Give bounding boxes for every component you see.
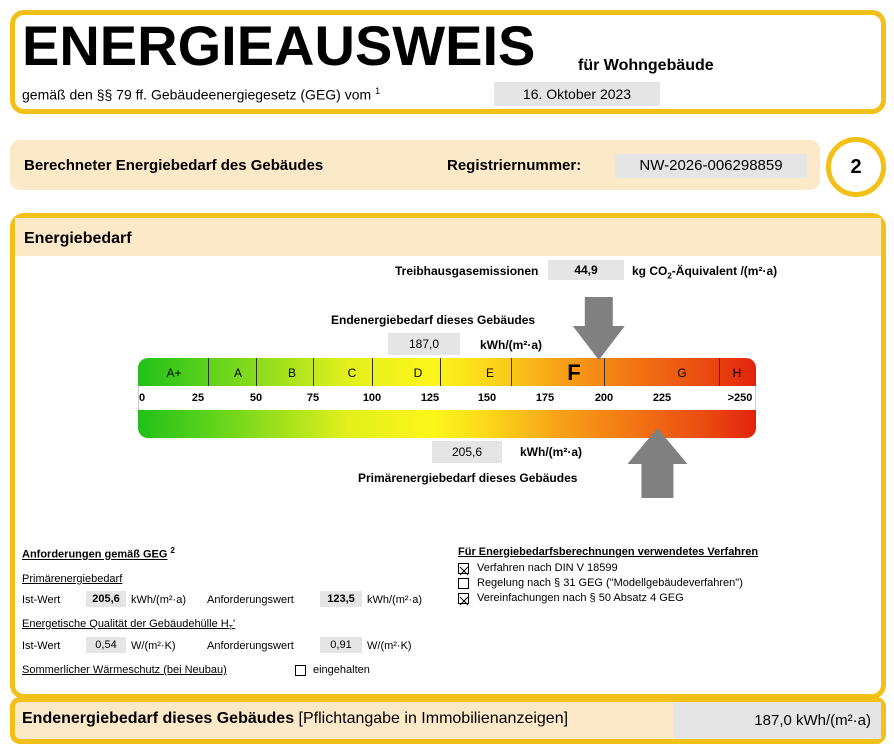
method-option-label: Vereinfachungen nach § 50 Absatz 4 GEG xyxy=(477,592,684,604)
envelope-ist-label: Ist-Wert xyxy=(22,640,61,652)
efficiency-class-a: A xyxy=(233,366,242,380)
document-subtitle: für Wohngebäude xyxy=(578,57,714,74)
efficiency-class-e: E xyxy=(485,366,494,380)
ghg-label: Treibhausgasemissionen xyxy=(395,264,539,278)
issue-date-field: 16. Oktober 2023 xyxy=(494,82,660,106)
primary-req-unit: kWh/(m²·a) xyxy=(367,594,422,606)
envelope-heading xyxy=(22,618,235,632)
envelope-req-value-field: 0,91 xyxy=(320,637,362,653)
scale-tick-label: 200 xyxy=(594,392,614,404)
energy-demand-title: Energiebedarf xyxy=(24,230,132,247)
scale-tick-label: 25 xyxy=(191,392,205,404)
primary-ist-value-field: 205,6 xyxy=(86,591,126,607)
efficiency-class-h: H xyxy=(732,366,742,380)
final-energy-value-field: 187,0 xyxy=(388,333,460,355)
summer-checkbox-label: eingehalten xyxy=(313,664,370,676)
class-divider xyxy=(604,358,605,386)
envelope-req-label: Anforderungswert xyxy=(207,640,294,652)
footer-label-note: [Pflichtangabe in Immobilienanzeigen] xyxy=(298,710,569,727)
law-footnote: 1 xyxy=(375,86,381,96)
ghg-unit-sub: 2 xyxy=(667,271,672,281)
envelope-req-unit: W/(m²·K) xyxy=(367,640,412,652)
registration-label: Registriernummer: xyxy=(447,157,582,174)
requirements-title-text: Anforderungen gemäß GEG xyxy=(22,548,168,561)
scale-tick-label: 125 xyxy=(420,392,440,404)
class-divider xyxy=(208,358,209,386)
method-option-label: Verfahren nach DIN V 18599 xyxy=(477,562,618,574)
energy-demand-header xyxy=(15,218,881,256)
efficiency-class-c: C xyxy=(347,366,357,380)
class-divider xyxy=(372,358,373,386)
summer-checkbox[interactable] xyxy=(295,665,306,676)
final-energy-unit: kWh/(m²·a) xyxy=(480,338,542,352)
method-title: Für Energiebedarfsberechnungen verwendetes Verfahren xyxy=(458,546,759,558)
law-text: gemäß den §§ 79 ff. Gebäudeenergiegesetz (GEG) vom xyxy=(22,86,372,103)
envelope-ist-value-field: 0,54 xyxy=(86,637,126,653)
method-checkbox[interactable] xyxy=(458,578,469,589)
summer-heading: Sommerlicher Wärmeschutz (bei Neubau) xyxy=(22,664,227,676)
scale-tick-label: >250 xyxy=(727,392,753,404)
ghg-unit xyxy=(632,264,777,280)
requirements-footnote: 2 xyxy=(170,546,175,555)
efficiency-class-b: B xyxy=(287,366,296,380)
scale-tick-label: 0 xyxy=(138,392,146,404)
registration-number-field: NW-2026-006298859 xyxy=(615,154,807,178)
envelope-heading-text: Energetische Qualität der Gebäudehülle H xyxy=(22,618,229,630)
footer-label-bold: Endenergiebedarf dieses Gebäudes xyxy=(22,710,295,727)
method-checkbox[interactable] xyxy=(458,563,469,574)
requirements-title xyxy=(22,546,175,561)
document-title: ENERGIEAUSWEIS xyxy=(22,14,536,77)
primary-energy-value-field: 205,6 xyxy=(432,441,502,463)
cross-mark-icon xyxy=(459,566,470,577)
footer-value: 187,0 kWh/(m²·a) xyxy=(754,712,871,729)
primary-heading: Primärenergiebedarf xyxy=(22,573,123,585)
final-energy-label: Endenergiebedarf dieses Gebäudes xyxy=(331,313,536,327)
envelope-heading-sub: T xyxy=(228,625,233,633)
ghg-unit-suffix: -Äquivalent /(m²·a) xyxy=(671,264,778,278)
primary-energy-label: Primärenergiebedarf dieses Gebäudes xyxy=(358,471,578,485)
primary-req-label: Anforderungswert xyxy=(207,594,294,606)
efficiency-class-f: F xyxy=(567,360,581,385)
law-reference xyxy=(22,86,380,103)
class-divider xyxy=(313,358,314,386)
class-divider xyxy=(719,358,720,386)
scale-tick-label: 75 xyxy=(306,392,320,404)
primary-ist-unit: kWh/(m²·a) xyxy=(131,594,186,606)
ghg-value-field: 44,9 xyxy=(548,260,624,280)
envelope-ist-unit: W/(m²·K) xyxy=(131,640,176,652)
primary-energy-unit: kWh/(m²·a) xyxy=(520,445,582,459)
scale-tick-label: 150 xyxy=(477,392,497,404)
ghg-unit-prefix: kg CO xyxy=(632,264,668,278)
class-divider xyxy=(511,358,512,386)
method-checkbox[interactable] xyxy=(458,593,469,604)
scale-tick-label: 225 xyxy=(652,392,672,404)
scale-tick-label: 175 xyxy=(535,392,555,404)
primary-req-value-field: 123,5 xyxy=(320,591,362,607)
method-option-label: Regelung nach § 31 GEG ("Modellgebäudeverfahren") xyxy=(477,577,743,589)
class-divider xyxy=(256,358,257,386)
primary-energy-band xyxy=(138,410,756,438)
efficiency-class-aplus: A+ xyxy=(166,366,182,380)
scale-tick-label: 100 xyxy=(362,392,382,404)
primary-ist-label: Ist-Wert xyxy=(22,594,61,606)
efficiency-class-g: G xyxy=(677,366,687,380)
envelope-heading-footnote: ' xyxy=(232,618,236,630)
section-label: Berechneter Energiebedarf des Gebäudes xyxy=(24,157,324,174)
page-number-badge: 2 xyxy=(826,137,886,197)
footer-label xyxy=(22,710,568,728)
scale-tick-label: 50 xyxy=(249,392,263,404)
cross-mark-icon xyxy=(459,596,470,607)
class-divider xyxy=(440,358,441,386)
efficiency-class-d: D xyxy=(413,366,423,380)
